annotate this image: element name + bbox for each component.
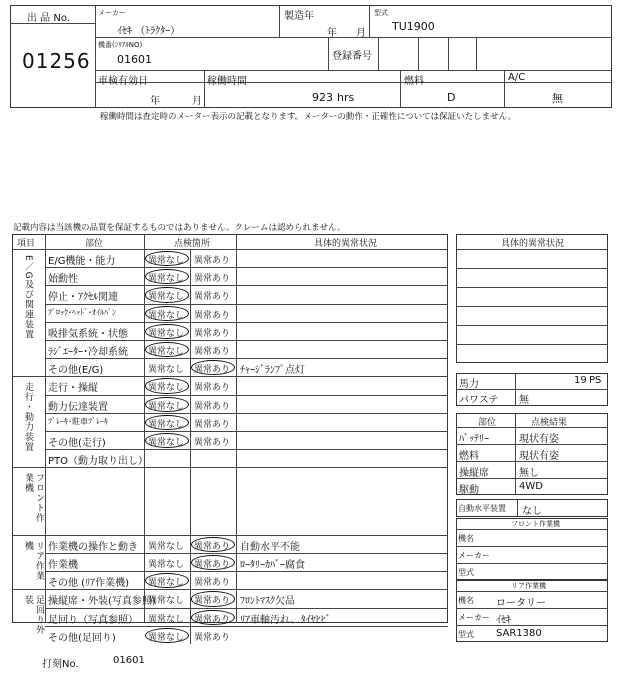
implement-field-label: 型式 bbox=[458, 568, 474, 577]
stamp-label: 打刻No. bbox=[42, 659, 79, 670]
implement-field-label: メーカー bbox=[458, 551, 490, 560]
normal-option: 異常なし bbox=[148, 614, 185, 625]
group-name: フロント作業機 bbox=[23, 473, 44, 524]
normal-option: 異常なし bbox=[148, 541, 185, 552]
abnormal-option: 異常あり bbox=[194, 438, 231, 448]
result-part: 駆動 bbox=[459, 485, 479, 496]
normal-option: 異常なし bbox=[148, 419, 185, 430]
result-circle bbox=[145, 324, 189, 339]
row-part: 吸排気系統・状態 bbox=[48, 328, 128, 340]
hours-label: 稼働時間 bbox=[207, 76, 247, 87]
implement-field-label: 型式 bbox=[458, 630, 474, 639]
hours-note: 稼働時間は査定時のメーター表示の記載となります。メーターの動作・正確性については保証いたしません。 bbox=[100, 112, 517, 122]
hours-unit: hrs bbox=[337, 91, 355, 104]
maker-value: ｲｾｷ （ﾄﾗｸﾀｰ） bbox=[117, 26, 181, 37]
abnormal-option: 異常あり bbox=[194, 328, 231, 339]
abnormal-option: 異常あり bbox=[194, 632, 231, 643]
result-circle bbox=[191, 591, 235, 606]
quality-note: 記載内容は当該機の品質を保証するものではありません。クレームは認められません。 bbox=[13, 223, 346, 233]
normal-option: 異常なし bbox=[148, 347, 185, 357]
row-detail: 自動水平不能 bbox=[240, 541, 300, 553]
result-circle bbox=[191, 610, 235, 625]
normal-option: 異常なし bbox=[148, 328, 185, 339]
row-part: ﾗｼﾞｴｰﾀｰ･冷却系統 bbox=[48, 347, 128, 358]
normal-option: 異常なし bbox=[148, 632, 185, 643]
row-part: その他(走行) bbox=[48, 438, 106, 449]
power-value: 19 bbox=[574, 375, 587, 386]
implement-field-value: ｲｾｷ bbox=[496, 615, 511, 626]
lot-number: 01256 bbox=[22, 49, 91, 73]
abnormal-option: 異常あり bbox=[194, 541, 231, 552]
auto-level-label: 自動水平装置 bbox=[458, 504, 506, 513]
result-part: 燃料 bbox=[459, 451, 479, 462]
normal-option: 異常なし bbox=[148, 559, 185, 570]
row-part: その他(足回り) bbox=[48, 632, 116, 644]
result-circle bbox=[145, 378, 189, 393]
inspection-year-unit: 年 bbox=[150, 96, 160, 107]
serial-label: 機番(ｼﾘｱﾙNO) bbox=[98, 41, 143, 49]
abnormal-option: 異常あり bbox=[194, 383, 231, 394]
row-part: 始動性 bbox=[48, 274, 78, 286]
result-part: 操縦席 bbox=[459, 468, 489, 479]
row-part: PTO（動力取り出し） bbox=[48, 456, 149, 468]
row-detail: ﾛｰﾀﾘｰｶﾊﾞｰ腐食 bbox=[240, 559, 305, 571]
row-part: 作業機の操作と動き bbox=[48, 541, 138, 553]
rear-implement-box-title: リア作業機 bbox=[511, 582, 546, 590]
month-unit: 月 bbox=[356, 28, 366, 39]
row-part: ﾌﾞﾛｯｸ･ﾍｯﾄﾞ･ｵｲﾙﾊﾟﾝ bbox=[48, 307, 116, 317]
normal-option: 異常なし bbox=[148, 365, 185, 376]
ac-value: 無 bbox=[552, 92, 563, 105]
implement-field-label: メーカー bbox=[458, 613, 490, 622]
row-part: 足回り（写真参照） bbox=[48, 614, 138, 626]
normal-option: 異常なし bbox=[148, 274, 185, 285]
row-part: 走行・操縦 bbox=[48, 383, 98, 395]
row-part: 操縦席・外装(写真参照) bbox=[48, 596, 156, 608]
result-value: 現状有姿 bbox=[519, 451, 559, 462]
normal-option: 異常なし bbox=[148, 578, 185, 589]
hours-value: 923 bbox=[312, 91, 333, 104]
year-label: 製造年 bbox=[284, 11, 314, 22]
group-name: リア作業機 bbox=[23, 540, 44, 581]
abnormal-option: 異常あり bbox=[194, 419, 231, 430]
col-check-header: 点検箇所 bbox=[174, 239, 211, 249]
registration-label: 登録番号 bbox=[332, 51, 372, 62]
group-name: 足回り外装 bbox=[23, 595, 44, 636]
row-part: 停止・ｱｸｾﾙ関連 bbox=[48, 292, 118, 304]
row-detail: ﾌﾛﾝﾄﾏｽｸ欠品 bbox=[240, 596, 295, 608]
front-implement-box-title: フロント作業機 bbox=[511, 520, 560, 528]
result-circle bbox=[145, 397, 189, 412]
fuel-label: 燃料 bbox=[404, 76, 424, 87]
model-value: TU1900 bbox=[392, 20, 435, 33]
lot-label: 出 品 No. bbox=[27, 13, 70, 24]
power-steering-label: パワステ bbox=[459, 395, 499, 406]
normal-option: 異常なし bbox=[148, 310, 185, 321]
abnormal-option: 異常あり bbox=[194, 256, 231, 266]
power-steering-value: 無 bbox=[519, 395, 529, 406]
group-name: E／G及び関連装置 bbox=[23, 255, 33, 340]
detail-header: 具体的異常状況 bbox=[501, 239, 565, 249]
result-value: 4WD bbox=[519, 481, 543, 492]
abnormal-option: 異常あり bbox=[194, 578, 231, 589]
row-part: ﾌﾞﾚｰｷ･駐車ﾌﾞﾚｰｷ bbox=[48, 416, 108, 426]
result-circle bbox=[145, 415, 189, 430]
abnormal-option: 異常あり bbox=[194, 596, 231, 607]
abnormal-option: 異常あり bbox=[194, 274, 231, 285]
normal-option: 異常なし bbox=[148, 383, 185, 394]
row-part: その他(E/G) bbox=[48, 365, 104, 377]
inspection-month-unit: 月 bbox=[192, 96, 202, 107]
abnormal-option: 異常あり bbox=[194, 614, 231, 625]
abnormal-option: 異常あり bbox=[194, 292, 231, 303]
abnormal-option: 異常あり bbox=[194, 401, 231, 412]
result-circle bbox=[191, 555, 235, 570]
normal-option: 異常なし bbox=[148, 292, 185, 303]
normal-option: 異常なし bbox=[148, 256, 185, 266]
result-circle bbox=[145, 306, 189, 321]
maker-label: メーカー bbox=[98, 9, 126, 17]
result-value: 無し bbox=[519, 468, 539, 479]
implement-field-value: ロータリー bbox=[496, 598, 546, 609]
result-part: ﾊﾞｯﾃﾘｰ bbox=[459, 434, 489, 445]
result-header: 点検結果 bbox=[531, 418, 568, 428]
inspection-label: 車検有効日 bbox=[98, 76, 148, 87]
abnormal-option: 異常あり bbox=[194, 347, 231, 357]
row-part: その他 (ﾘｱ作業機) bbox=[48, 578, 129, 590]
col-detail-header: 具体的異常状況 bbox=[314, 239, 378, 249]
abnormal-option: 異常あり bbox=[194, 365, 231, 376]
fuel-value: D bbox=[447, 91, 456, 104]
result-circle bbox=[145, 287, 189, 302]
implement-field-label: 機名 bbox=[458, 596, 474, 605]
row-detail: ﾁｬｰｼﾞﾗﾝﾌﾟ点灯 bbox=[240, 365, 305, 377]
col-category-header: 項目 bbox=[17, 239, 36, 249]
stamp-value: 01601 bbox=[113, 655, 145, 666]
row-part: E/G機能・能力 bbox=[48, 256, 116, 267]
row-detail: ﾘｱ車軸汚れ、ﾀｲﾔﾋﾋﾞ bbox=[240, 614, 331, 626]
ac-label: A/C bbox=[508, 72, 526, 83]
implement-field-label: 機名 bbox=[458, 534, 474, 543]
power-unit: PS bbox=[589, 375, 602, 386]
result-circle bbox=[145, 628, 189, 643]
normal-option: 異常なし bbox=[148, 438, 185, 448]
normal-option: 異常なし bbox=[148, 596, 185, 607]
abnormal-option: 異常あり bbox=[194, 559, 231, 570]
auto-level-value: なし bbox=[522, 506, 542, 517]
year-unit: 年 bbox=[327, 28, 337, 39]
group-name: 走行・動力装置 bbox=[23, 382, 33, 453]
power-label: 馬力 bbox=[459, 379, 479, 390]
col-part-header: 部位 bbox=[85, 239, 104, 249]
row-part: 作業機 bbox=[48, 559, 78, 571]
normal-option: 異常なし bbox=[148, 401, 185, 412]
result-value: 現状有姿 bbox=[519, 434, 559, 445]
result-circle bbox=[191, 537, 235, 552]
part-header: 部位 bbox=[478, 418, 497, 428]
model-label: 型式 bbox=[374, 9, 388, 17]
implement-field-value: SAR1380 bbox=[496, 628, 542, 639]
serial-value: 01601 bbox=[117, 53, 152, 66]
abnormal-option: 異常あり bbox=[194, 310, 231, 321]
row-part: 動力伝達装置 bbox=[48, 401, 108, 413]
